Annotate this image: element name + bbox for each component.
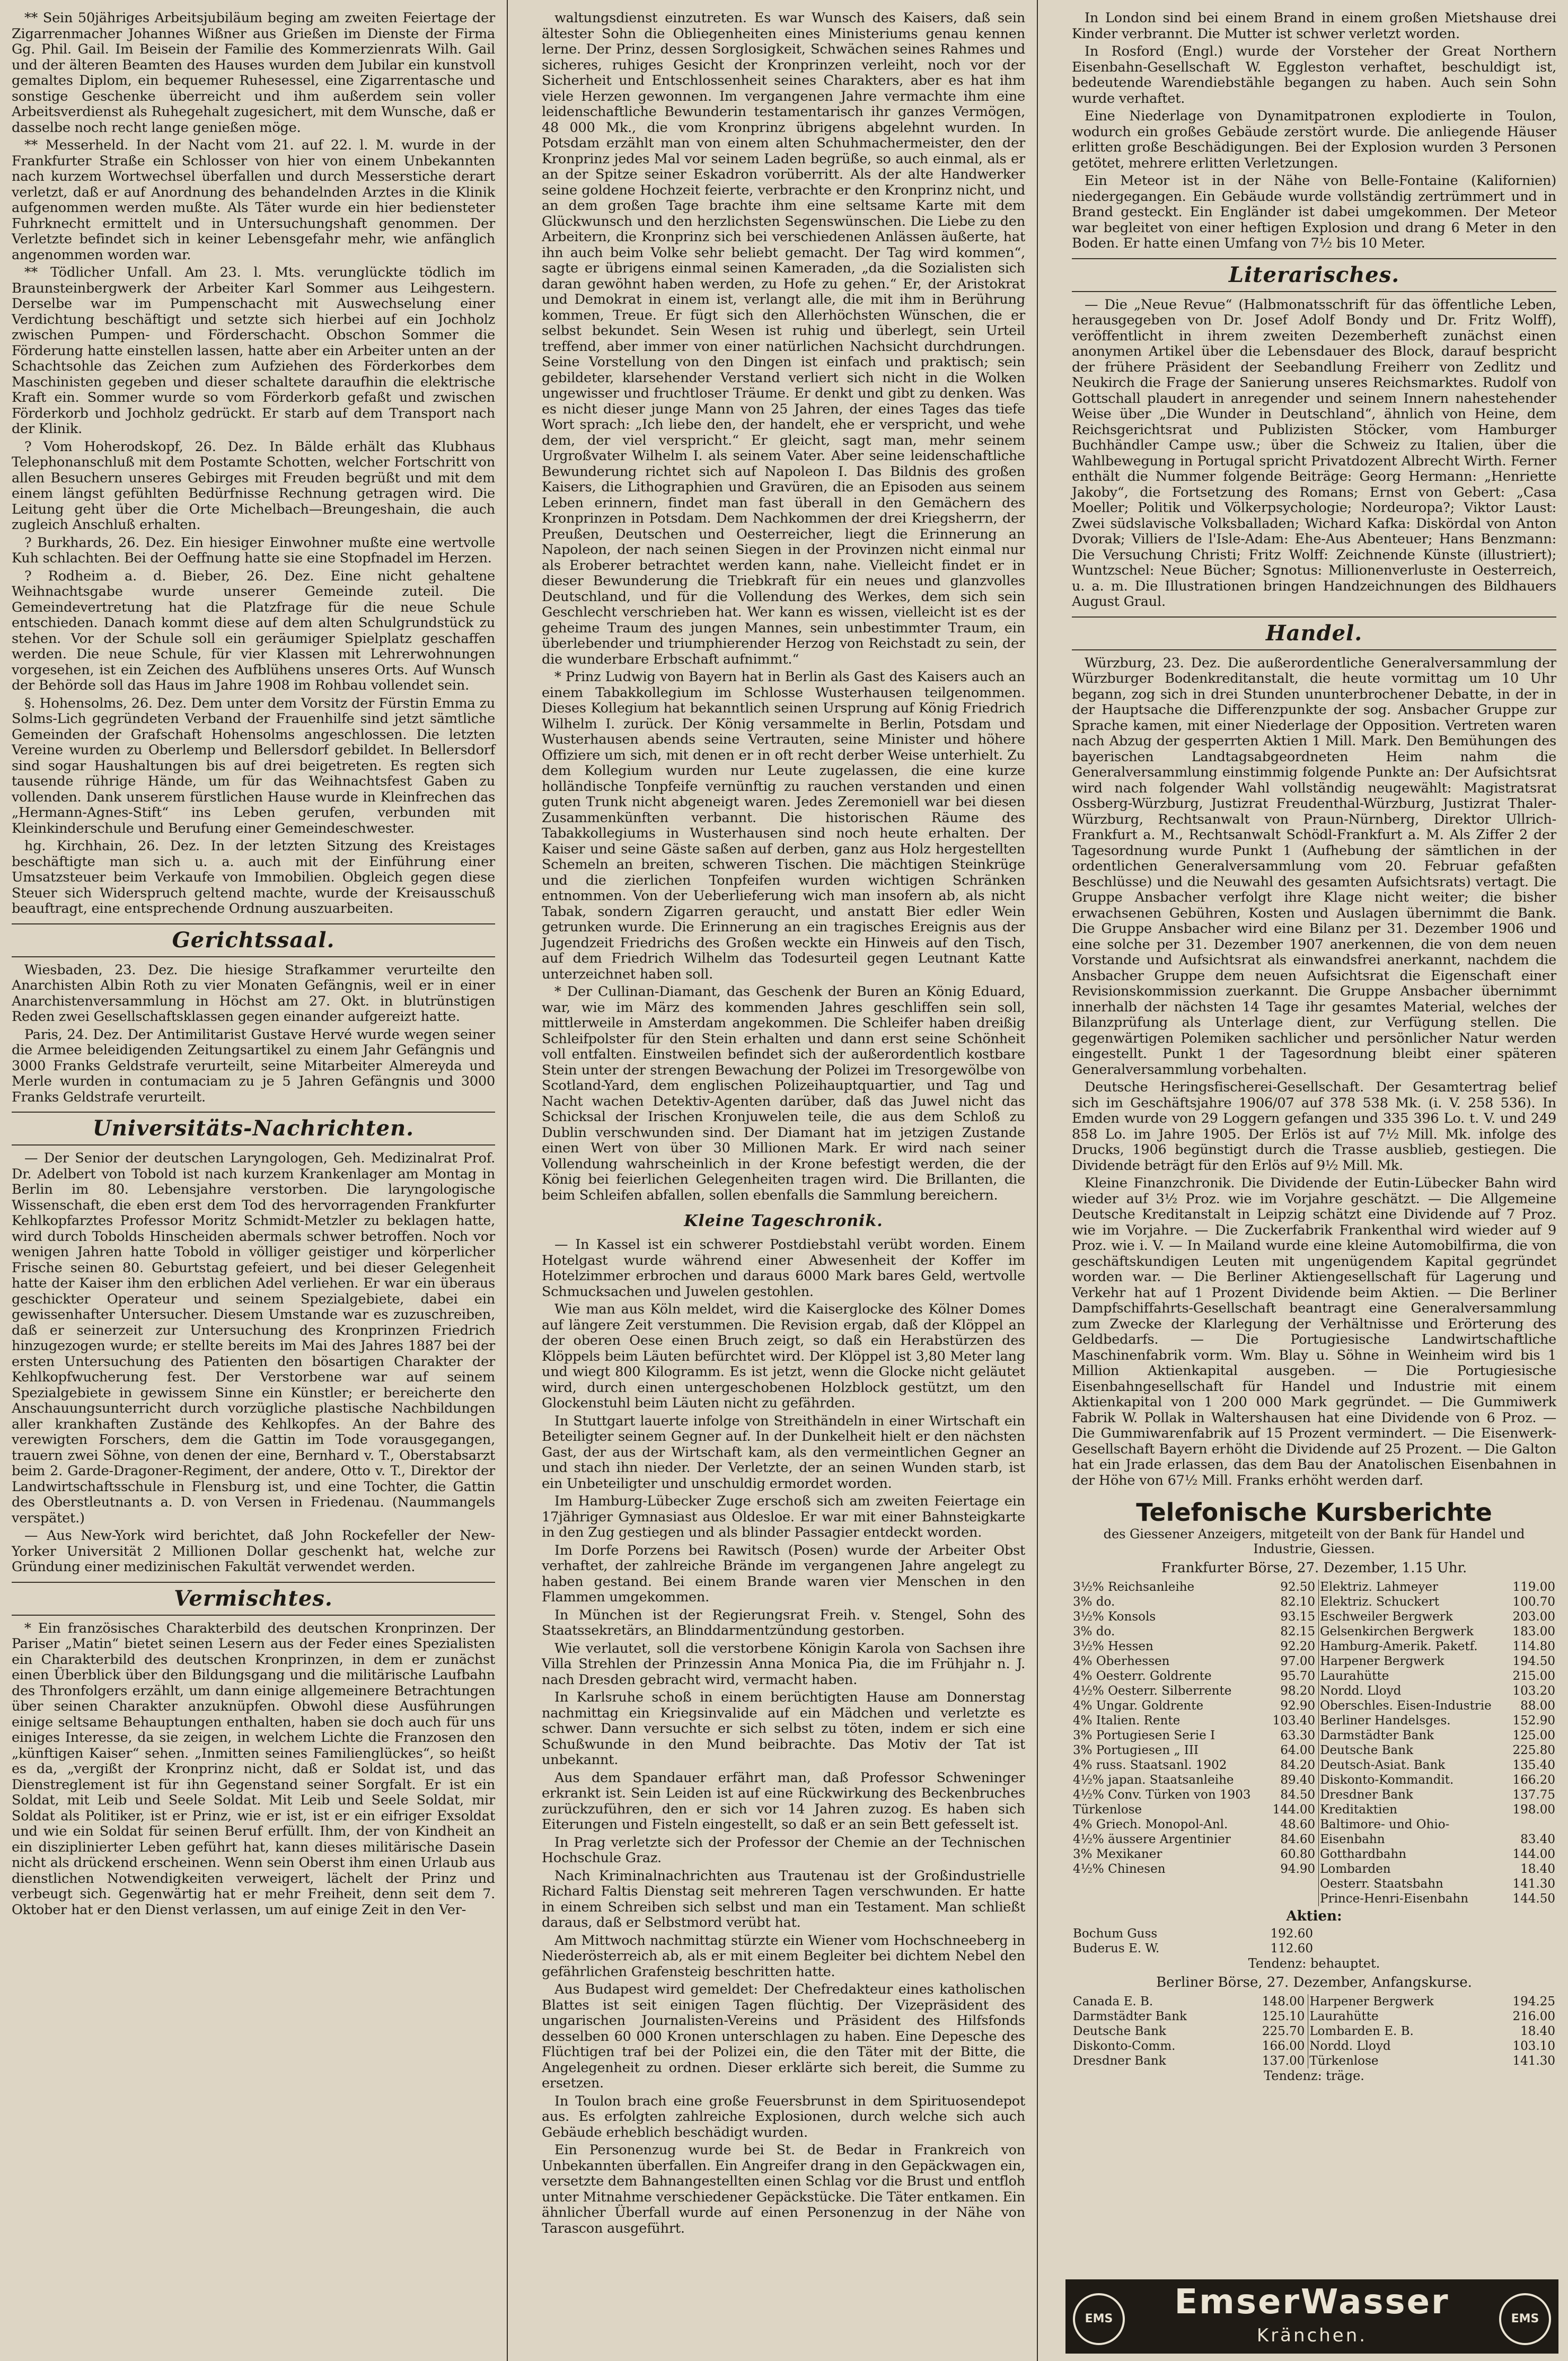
kurs-row: [1072, 2039, 1556, 2054]
security-name: Dresdner Bank: [1073, 2054, 1166, 2068]
security-price: 95.70: [1267, 1669, 1319, 1684]
security-name: Deutsche Bank: [1073, 2024, 1166, 2038]
security-name: 4½% äussere Argentinier: [1073, 1833, 1231, 1846]
article-paragraph: waltungsdienst einzutreten. Es war Wunsch des Kaisers, daß sein ältester Sohn die Obliegenheiten eines Ministeriums genau kennen lerne. Der Prinz, dessen Sorglosigkeit, Schwächen seines Rahmes und sicheres, ruhiges Gesicht der Kronprinzen verleiht, noch vor der Sicherheit und Entschlossenheit seines Charakters, aber es hat ihm viele Herzen gewonnen. Im vergangenen Jahre vermachte ihm eine leidenschaftliche Bewunderin testamentarisch ihr ganzes Vermögen, 48 000 Mk., die vom Kronprinz übrigens abgelehnt wurden. In Potsdam erzählt man von einem alten Schuhmachermeister, den der Kronprinz jedes Mal vor seinem Laden begrüße, so auch einmal, als er an der Spitze seiner Eskadron vorüberritt. Als der alte Handwerker seine goldene Hochzeit feierte, verbrachte er den Kronprinz nicht, und an dem großen Tage brachte ihm eine seltsame Karte mit dem Glückwunsch und den herzlichsten Segenswünschen. Die Liebe zu den Arbeitern, die Kronprinz sich bei verschiedenen Anlässen äußerte, hat ihn auch beim Volke sehr beliebt gemacht. Der Tag wird kommen“, sagte er übrigens einmal seinen Kameraden, „da die Sozialisten sich daran gewöhnt haben werden, zu Hofe zu gehen.“ Er, der Aristokrat und Demokrat in einem ist, verlangt alle, die mit ihm in Berührung kommen, Treue. Er fügt sich den Allerhöchsten Wünschen, die er selbst bekundet. Sein Wesen ist ruhig und überlegt, sein Urteil treffend, aber immer von einer natürlichen Nachsicht durchdrungen. Seine Vorstellung von den Dingen ist einfach und praktisch; sein gebildeter, klarsehender Verstand verliert sich nicht in die Wolken ungewisser und fruchtloser Träume. Er denkt und gibt zu denken. Was es nicht dieser junge Mann von 25 Jahren, der eines Tages das tiefe Wort sprach: „Ich liebe den, der handelt, ehe er verspricht, und wehe dem, der viel verspricht.“ Er gleicht, sagt man, mehr seinem Urgroßvater Wilhelm I. als seinem Vater. Aber seine leidenschaftliche Bewunderung richtet sich auf Napoleon I. Das Bildnis des großen Kaisers, die Lithographien und Gravüren, die an Episoden aus seinem Leben erinnern, findet man fast überall in den Gemächern des Kronprinzen in Potsdam. Dem Nachkommen der drei Kriegsherrn, der Preußen, Deutschen und Oesterreicher, liegt die Erinnerung an Napoleon, der nach seinen Siegen in der Provinzen nicht einmal nur als Eroberer betrachtet werden kann, nahe. Vielleicht findet er in dieser Bewunderung die Triebkraft für ein neues und glanzvolles Deutschland, und für die Vollendung des Werkes, dem sich sein Geschlecht verschrieben hat. Wer kann es wissen, vielleicht ist es der geheime Traum des jungen Mannes, sein unbestimmter Traum, ein überlebender und triumphierender Herzog von Reichstadt zu sein, der die wunderbare Erbschaft aufnimmt.“: [542, 10, 1025, 667]
news-item: In London sind bei einem Brand in einem großen Mietshause drei Kinder verbrannt. Die Mutter ist schwer verletzt worden.: [1072, 10, 1556, 42]
security-name: 4% Italien. Rente: [1073, 1714, 1181, 1728]
security-name: 3% do.: [1073, 1595, 1115, 1609]
security-name: Bochum Guss: [1073, 1927, 1158, 1941]
security-price: 225.80: [1512, 1743, 1555, 1757]
kurs-row: [1072, 1773, 1556, 1787]
security-price: 137.75: [1512, 1788, 1555, 1802]
kurs-row: [1072, 1847, 1556, 1862]
miscellany-item: * Ein französisches Charakterbild des deutschen Kronprinzen. Der Pariser „Matin“ bietet seinen Lesern aus der Feder eines Spezialisten ein Charakterbild des deutschen Kronprinzen, in dem er zunächst einen Überblick über den Bildungsgang und die militärische Laufbahn des Thronfolgers erzählt, um dann einige allgemeinere Betrachtungen über seinen Charakter anzuknüpfen. Obwohl diese Ausführungen einige seltsame Behauptungen enthalten, haben sie doch auch für uns einiges Interesse, da sie zeigen, in welchem Lichte die Franzosen den „künftigen Kaiser“ sehen. „Inmitten seines Familienglückes“, so heißt es da, „vergißt der Kronprinz nicht, daß er Soldat ist, und das Dienstreglement ist für ihn Gegenstand seiner Sorgfalt. Er ist ein Soldat, mit Leib und Seele Soldat. Mit Leib und Seele Soldat, mir Soldat als Politiker, ist er Prinz, wie er ist, ist er ein eifriger Exsoldat und wie ein Soldat für seinen Beruf erfüllt. Ihm, der von Kindheit an ein disziplinierter Leben geführt hat, kann dieses militärische Dasein nicht als drückend erscheinen. Wenn sein Oberst ihm einen Urlaub aus dienstlichen Notwendigkeiten verweigert, lächelt der Prinz und verbeugt sich. Gegenwärtig hat er mehr Freiheit, denn seit dem 7. Oktober hat er den Dienst verlassen, um auf einige Zeit in den Ver-: [12, 1620, 495, 1918]
ems-seal-left: EMS: [1073, 2293, 1125, 2345]
handel-section: [1072, 656, 1556, 1489]
security-name: Eisenbahn: [1320, 1833, 1385, 1846]
security-price: 141.30: [1512, 2054, 1555, 2068]
security-name: Gotthardbahn: [1320, 1847, 1407, 1861]
security-price: 194.25: [1512, 1995, 1555, 2008]
emser-wasser-advertisement: [1065, 2279, 1558, 2354]
article-paragraph: In München ist der Regierungsrat Freih. v. Stengel, Sohn des Staatssekretärs, an Blinddarmentzündung gestorben.: [542, 1607, 1025, 1638]
kurs-row: [1072, 1891, 1556, 1906]
security-name: Lombarden E. B.: [1309, 2024, 1414, 2038]
literary-review: — Die „Neue Revue“ (Halbmonatsschrift für das öffentliche Leben, herausgegeben von Dr. Josef Adolf Bondy und Dr. Fritz Wolff), veröffentlicht in ihrem zweiten Dezemberheft zunächst einen anonymen Artikel über die Lebensdauer des Block, darauf bespricht der frühere Präsident der Seebandlung Freiherr von Zedlitz und Neukirch die Frage der Sanierung unseres Reichsmarktes. Rudolf von Gottschall plaudert in anregender und seinem Innern nahestehender Weise über „Die Wunder in Deutschland“, ähnlich von Heine, dem Reichsgerichtsrat und Publizisten Stöcker, vom Hamburger Buchhändler Campe usw.; über die Schweiz zu Italien, über die Wahlbewegung in Portugal spricht Privatdozent Albrecht Wirth. Ferner enthält die Nummer folgende Beiträge: Georg Hermann: „Henriette Jakoby“, die Fortsetzung des Romans; Ernst von Gebert: „Casa Moeller; Politik und Völkerpsychologie; Nordeuropa?; Viktor Laust: Zwei südslavische Volksballaden; Wichard Kafka: Diskördal von Anton Dvorak; Villiers de l'Isle-Adam: Ehe-Aus Abenteuer; Hans Benzmann: Die Versuchung Christi; Fritz Wolff: Zeichnende Künste (illustriert); Wuntzschel: Neue Bücher; Sgnotus: Millionenverluste in Oesterreich, u. a. m. Die Illustrationen bringen Handzeichnungen des Bildhauers August Graul.: [1072, 296, 1556, 610]
security-name: Prince-Henri-Eisenbahn: [1320, 1892, 1469, 1906]
column-3-news: [1072, 11, 1556, 252]
heading-kleine-tageschronik: Kleine Tageschronik.: [684, 1212, 883, 1230]
kurs-row: [1072, 1669, 1556, 1684]
kurs-row: [1072, 1941, 1314, 1956]
kurs-row: [1072, 1698, 1556, 1713]
security-name: Elektriz. Schuckert: [1320, 1595, 1440, 1609]
article-paragraph: In Prag verletzte sich der Professor der Chemie an der Technischen Hochschule Graz.: [542, 1834, 1025, 1866]
news-item: §. Hohensolms, 26. Dez. Dem unter dem Vorsitz der Fürstin Emma zu Solms-Lich gegründeten Verband der Frauenhilfe sind jetzt sämtliche Gemeinden der Grafschaft Hohensolms angeschlossen. Die letzten Vereine wurden zu Oberlemp und Bellersdorf gebildet. In Bellersdorf sind sogar Haushaltungen bis auf drei beigetreten. Es regten sich tausende rührige Hände, um für das Weihnachtsfest Gaben zu vollenden. Dank unserem fürstlichen Hause wurde in Kleinfrechen das „Hermann-Agnes-Stift“ ins Leben gerufen, verbunden mit Kleinkinderschule und Berufung einer Gemeindeschwester.: [12, 695, 495, 836]
column-2-articles: [542, 11, 1025, 2236]
security-name: Türkenlose: [1073, 1803, 1142, 1817]
kursberichte-title: Telefonische Kursberichte: [1136, 1498, 1492, 1527]
security-price: 98.20: [1267, 1684, 1319, 1698]
kurs-row: [1072, 1609, 1556, 1624]
article-paragraph: In Toulon brach eine große Feuersbrunst in dem Spirituosendepot aus. Es erfolgten zahlreiche Explosionen, durch welche sich auch Gebäude erheblich beschädigt wurden.: [542, 2093, 1025, 2140]
kurs-row: [1072, 1832, 1556, 1847]
security-price: 112.60: [1270, 1942, 1313, 1955]
security-name: 4% Oberhessen: [1073, 1654, 1170, 1668]
news-item: ** Tödlicher Unfall. Am 23. l. Mts. verunglückte tödlich im Braunsteinbergwerk der Arbeiter Karl Sommer aus Leihgestern. Derselbe war im Pumpenschacht mit Auswechselung einer Verdichtung beschäftigt und setzte sich hierbei auf ein Jochholz zwischen Pumpen- und Förderschacht. Obschon Sommer die Förderung hatte einstellen lassen, hatte aber ein Arbeiter unten an der Schachtsohle das Zeichen zum Aufziehen des Förderkorbes dem Maschinisten gegeben und dieser schaltete daraufhin die elektrische Kraft ein. Sommer wurde so vom Förderkorb gefaßt und zwischen Förderkorb und Jochholz gedrückt. Er starb auf dem Transport nach der Klinik.: [12, 265, 495, 437]
security-name: Darmstädter Bank: [1073, 2010, 1187, 2023]
security-name: Deutsch-Asiat. Bank: [1320, 1758, 1446, 1772]
security-price: 125.10: [1240, 2009, 1308, 2024]
berlin-boerse-heading: Berliner Börse, 27. Dezember, Anfangskurse.: [1156, 1975, 1472, 1990]
article-paragraph: Im Hamburg-Lübecker Zuge erschoß sich am zweiten Feiertage ein 17jähriger Gymnasiast aus Oldesloe. Er war mit einer Bahnsteigkarte in den Zug gestiegen und als blinder Passagier entdeckt worden.: [542, 1493, 1025, 1540]
security-price: 103.20: [1512, 1684, 1555, 1698]
security-price: 92.90: [1267, 1698, 1319, 1713]
security-name: Hamburg-Amerik. Paketf.: [1320, 1640, 1478, 1653]
heading-literarisches: Literarisches.: [1072, 258, 1556, 292]
security-name: 3% do.: [1073, 1625, 1115, 1638]
university-news-item: — Aus New-York wird berichtet, daß John Rockefeller der New-Yorker Universität 2 Millionen Dollar geschenkt hat, welche zur Gründung einer medizinischen Fakultät verwendet werden.: [12, 1528, 495, 1575]
security-name: Harpener Bergwerk: [1309, 1995, 1434, 2008]
frankfurt-kurs-table: [1072, 1580, 1556, 1906]
security-price: 84.60: [1267, 1832, 1319, 1847]
security-price: 152.90: [1512, 1714, 1555, 1728]
security-name: Kreditaktien: [1320, 1803, 1397, 1817]
security-price: 18.40: [1520, 1862, 1555, 1876]
news-item: In Rosford (Engl.) wurde der Vorsteher der Great Northern Eisenbahn-Gesellschaft W. Eggleston verhaftet, beschuldigt ist, bedeutende Warendiebstähle begangen zu haben. Auch sein Sohn wurde verhaftet.: [1072, 43, 1556, 107]
security-price: 82.10: [1267, 1594, 1319, 1609]
security-price: 137.00: [1240, 2054, 1308, 2068]
kurs-row: [1072, 1817, 1556, 1832]
news-item: Ein Meteor ist in der Nähe von Belle-Fontaine (Kalifornien) niedergegangen. Ein Gebäude wurde vollständig zertrümmert und in Brand gesteckt. Ein Engländer ist dabei umgekommen. Der Meteor war begleitet von einer heftigen Explosion und drang 6 Meter in den Boden. Er hatte einen Umfang von 7½ bis 10 Meter.: [1072, 173, 1556, 251]
kurs-row: [1072, 2054, 1556, 2068]
kurs-row: [1072, 1728, 1556, 1743]
security-price: 88.00: [1520, 1699, 1555, 1713]
security-price: 103.40: [1267, 1713, 1319, 1728]
security-name: 3% Mexikaner: [1073, 1847, 1162, 1861]
article-paragraph: Nach Kriminalnachrichten aus Trautenau ist der Großindustrielle Richard Faltis Dienstag seit mehreren Tagen verschwunden. Er hatte in einem Schreiben sich selbst und man ein Testament. Man schließt daraus, daß er Selbstmord verübt hat.: [542, 1867, 1025, 1931]
security-price: 18.40: [1520, 2024, 1555, 2038]
kurs-row: [1072, 1684, 1556, 1698]
article-paragraph: * Der Cullinan-Diamant, das Geschenk der Buren an König Eduard, war, wie im März des kommenden Jahres geschliffen sein soll, mittlerweile in Amsterdam angekommen. Die Schleifer haben dreißig Schleifpolster für den Stein erhalten und dann erst seine Schönheit voll entfalten. Einstweilen befindet sich der außerordentlich kostbare Stein unter der strengen Bewachung der Polizei im Tresorgewölbe von Scotland-Yard, dem englischen Polizeihauptquartier, und Tag und Nacht wachen Detektiv-Agenten darüber, daß das Juwel nicht das Schicksal der Irischen Kronjuwelen teile, die aus dem Schloß zu Dublin verschwunden sind. Der Diamant hat im jetzigen Zustande einen Wert von über 30 Millionen Mark. Er wird nach seiner Vollendung wahrscheinlich in der Krone befestigt werden, die der König bei feierlichen Gelegenheiten tragen wird. Die Brillanten, die beim Schleifen abfallen, sollen ebenfalls die Sammlung bereichern.: [542, 984, 1025, 1203]
security-name: Gelsenkirchen Bergwerk: [1320, 1625, 1474, 1638]
news-item: ? Burkhards, 26. Dez. Ein hiesiger Einwohner mußte eine wertvolle Kuh schlachten. Bei der Oeffnung hatte sie eine Stopfnadel im Herzen.: [12, 534, 495, 566]
security-price: 97.00: [1267, 1654, 1319, 1669]
security-name: 3½% Konsols: [1073, 1610, 1156, 1624]
kurs-row: [1072, 1758, 1556, 1773]
security-price: 89.40: [1267, 1773, 1319, 1787]
security-name: Buderus E. W.: [1073, 1942, 1160, 1955]
security-price: 166.20: [1512, 1773, 1555, 1787]
security-name: Diskonto-Kommandit.: [1320, 1773, 1454, 1787]
security-name: 4½% Chinesen: [1073, 1862, 1166, 1876]
security-price: 166.00: [1240, 2039, 1308, 2054]
security-name: 3% Portugiesen Serie I: [1073, 1729, 1215, 1742]
security-price: 198.00: [1512, 1803, 1555, 1817]
tendenz-berlin: Tendenz: träge.: [1264, 2068, 1364, 2083]
kurs-row: [1072, 1862, 1556, 1877]
security-name: 3½% Reichsanleihe: [1073, 1580, 1195, 1594]
security-name: [1072, 1877, 1267, 1891]
security-name: Diskonto-Comm.: [1073, 2039, 1176, 2053]
article-paragraph: In Stuttgart lauerte infolge von Streithändeln in einer Wirtschaft ein Beteiligter seinem Gegner auf. In der Dunkelheit hielt er den nächsten Gast, der aus der Wirtschaft kam, als den vermeintlichen Gegner an und stach ihn nieder. Der Verletzte, der an seinen Wunden starb, ist ein Unbeteiligter und unschuldig ermordet worden.: [542, 1413, 1025, 1492]
security-name: 4½% Conv. Türken von 1903: [1073, 1788, 1251, 1802]
kursberichte-subtitle: des Giessener Anzeigers, mitgeteilt von der Bank für Handel und Industrie, Giessen.: [1103, 1527, 1525, 1556]
security-name: Oesterr. Staatsbahn: [1320, 1877, 1443, 1891]
article-paragraph: Am Mittwoch nachmittag stürzte ein Wiener vom Hochschneeberg in Niederösterreich ab, als er mit einem Begleiter bei dichtem Nebel den gefährlichen Grafensteig beschritten hatte.: [542, 1932, 1025, 1980]
security-price: 125.00: [1512, 1729, 1555, 1742]
security-name: 3% Portugiesen „ III: [1073, 1743, 1199, 1757]
security-price: [1267, 1891, 1319, 1906]
security-name: Harpener Bergwerk: [1320, 1654, 1444, 1668]
kursberichte: [1072, 1498, 1556, 2083]
security-name: Türkenlose: [1309, 2054, 1379, 2068]
security-name: Baltimore- und Ohio-: [1320, 1818, 1450, 1831]
security-name: Laurahütte: [1320, 1669, 1389, 1683]
security-price: 93.15: [1267, 1609, 1319, 1624]
security-price: 225.70: [1240, 2024, 1308, 2039]
security-price: 60.80: [1267, 1847, 1319, 1862]
heading-gerichtssaal: Gerichtssaal.: [12, 923, 495, 957]
kurs-row: [1072, 2024, 1556, 2039]
security-price: 148.00: [1240, 1994, 1308, 2009]
kurs-row: [1072, 2009, 1556, 2024]
security-price: 216.00: [1512, 2010, 1555, 2023]
security-price: 194.50: [1512, 1654, 1555, 1668]
article-paragraph: Wie verlautet, soll die verstorbene Königin Karola von Sachsen ihre Villa Strehlen der Prinzessin Anna Monica Pia, die im Frühjahr n. J. nach Dresden gebracht wird, vermacht haben.: [542, 1640, 1025, 1688]
security-price: 92.50: [1267, 1580, 1319, 1594]
security-name: Deutsche Bank: [1320, 1743, 1414, 1757]
security-name: 4% Ungar. Goldrente: [1073, 1699, 1204, 1713]
security-price: 114.80: [1512, 1640, 1555, 1653]
security-price: 84.20: [1267, 1758, 1319, 1773]
literarisches-section: [1072, 297, 1556, 610]
security-name: Darmstädter Bank: [1320, 1729, 1434, 1742]
security-price: 119.00: [1512, 1580, 1555, 1594]
security-price: 92.20: [1267, 1639, 1319, 1654]
kurs-row: [1072, 1639, 1556, 1654]
kurs-row: [1072, 1594, 1556, 1609]
security-name: 4% russ. Staatsanl. 1902: [1073, 1758, 1227, 1772]
security-price: 203.00: [1512, 1610, 1555, 1624]
security-name: Oberschles. Eisen-Industrie: [1320, 1699, 1492, 1713]
trade-report: Würzburg, 23. Dez. Die außerordentliche Generalversammlung der Würzburger Bodenkreditanstalt, die heute vormittag um 10 Uhr begann, zog sich in drei Stunden ununterbrochener Debatte, in der in der Hauptsache die Differenzpunkte der sog. Ansbacher Gruppe zur Sprache kamen, mit einer Niederlage der Opposition. Vertreten waren nach Abzug der gesperrten Aktien 1 Mill. Mark. Den Bemühungen des bayerischen Landtagsabgeordneten Heim nahm die Generalversammlung einstimmig folgende Punkte an: Der Aufsichtsrat wird nach folgender Wahl vollständig neugewählt: Magistratsrat Ossberg-Würzburg, Justizrat Freudenthal-Würzburg, Justizrat Thaler-Würzburg, Rechtsanwalt von Praun-Nürnberg, Direktor Ullrich-Frankfurt a. M., Rechtsanwalt Schödl-Frankfurt a. M. Als Ziffer 2 der Tagesordnung wurde Punkt 1 (Aufhebung der sämtlichen in der ordentlichen Generalversammlung vom 20. Februar gefaßten Beschlüsse) und die Neuwahl des gesamten Aufsichtsrats) vertagt. Die Gruppe Ansbacher verfolgt ihre Klage nicht weiter; die bisher erwachsenen Gebühren, Kosten und Auslagen übernimmt die Bank. Die Gruppe Ansbacher wird eine Bilanz per 31. Dezember 1906 und eine solche per 31. Dezember 1907 anerkennen, die von dem neuen Vorstande und Aufsichtsrat als einwandsfrei anerkannt, nachdem die Ansbacher Gruppe dem neuen Aufsichtsrat die Eigenschaft einer Revisionskommission zuerkannt. Die Gruppe Ansbacher übernimmt innerhalb der nächsten 14 Tage ihr gesamtes Material, welches der Bilanzprüfung als Unterlage dient, zur Verfügung stellen. Die gegenwärtigen Polemiken sachlicher und persönlicher Natur werden eingestellt. Punkt 1 der Tagesordnung bleibt einer späteren Generalversammlung vorbehalten.: [1072, 655, 1556, 1078]
security-name: Berliner Handelsges.: [1320, 1714, 1451, 1728]
security-name: Nordd. Lloyd: [1320, 1684, 1402, 1698]
security-name: Dresdner Bank: [1320, 1788, 1413, 1802]
column-1: [0, 0, 508, 2361]
security-price: 183.00: [1512, 1625, 1555, 1638]
security-name: 4% Oesterr. Goldrente: [1073, 1669, 1212, 1683]
security-name: 4½% Oesterr. Silberrente: [1073, 1684, 1232, 1698]
ad-subtitle: Kränchen.: [1256, 2325, 1368, 2346]
aktien-heading: Aktien:: [1286, 1908, 1342, 1924]
news-item: hg. Kirchhain, 26. Dez. In der letzten Sitzung des Kreistages beschäftigte man sich u. a. auch mit der Einführung einer Umsatzsteuer beim Verkaufe von Immobilien. Obgleich gegen diese Steuer sich Widerspruch geltend machte, wurde der Kreisausschuß beauftragt, eine entsprechende Ordnung auszuarbeiten.: [12, 838, 495, 917]
security-price: 63.30: [1267, 1728, 1319, 1743]
vermischtes-section: [12, 1621, 495, 1918]
heading-handel: Handel.: [1072, 616, 1556, 650]
security-price: 94.90: [1267, 1862, 1319, 1877]
kurs-row: [1072, 1926, 1314, 1941]
security-name: Nordd. Lloyd: [1309, 2039, 1391, 2053]
frankfurt-boerse-heading: Frankfurter Börse, 27. Dezember, 1.15 Uhr.: [1161, 1560, 1467, 1576]
security-name: [1072, 1891, 1267, 1906]
article-paragraph: * Prinz Ludwig von Bayern hat in Berlin als Gast des Kaisers auch an einem Tabakkollegium im Schlosse Wusterhausen teilgenommen. Dieses Kollegium hat bekanntlich seinen Ursprung auf König Friedrich Wilhelm I. zurück. Der König versammelte in Berlin, Potsdam und Wusterhausen abends seine Vertrauten, seine Minister und höhere Offiziere um sich, mit denen er in oft recht derber Weise unterhielt. Zu dem Kollegium wurden nur Leute zugelassen, die eine kurze holländische Tonpfeife vernünftig zu rauchen verstanden und einen guten Trunk nicht abgeneigt waren. Jedes Zeremoniell war bei diesen Zusammenkünften verbannt. Die historischen Räume des Tabakkollegiums in Wusterhausen sind noch heute erhalten. Der Kaiser und seine Gäste saßen auf derben, ganz aus Holz hergestellten Schemeln an breiten, schweren Tischen. Die mächtigen Steinkrüge und die zierlichen Tonpfeifen wurden wichtigen Schränken entnommen. Von der Ueberlieferung wich man insofern ab, als nicht Tabak, sondern Zigarren geraucht, und anstatt Bier edler Wein getrunken wurde. Die Erinnerung an ein tragisches Ereignis aus der Jugendzeit Friedrichs des Großen weckte ein Hinweis auf den Tisch, auf dem Friedrich Wilhelm das Todesurteil gegen Leutnant Katte unterzeichnet haben soll.: [542, 669, 1025, 982]
security-price: 144.00: [1267, 1802, 1319, 1817]
trade-report: Kleine Finanzchronik. Die Dividende der Eutin-Lübecker Bahn wird wieder auf 3½ Proz. wie im Vorjahre geschätzt. — Die Allgemeine Deutsche Kreditanstalt in Leipzig schätzt eine Dividende auf 7 Proz. wie im Vorjahre. — Die Zuckerfabrik Frankenthal wird wieder auf 9 Proz. wie i. V. — In Mailand wurde eine kleine Automobilfirma, die von geschäftskundigen Leuten mit ungenügendem Kapital gegründet worden war. — Die Berliner Aktiengesellschaft für Lagerung und Verkehr hat auf 1 Prozent Dividende beim Aktien. — Die Berliner Dampfschiffahrts-Gesellschaft beantragt eine Generalversammlung zum Zwecke der Klarlegung der Verhältnisse und Erörterung des Geldbedarfs. — Die Portugiesische Landwirtschaftliche Maschinenfabrik vorm. Wm. Blay u. Söhne in Weinheim wird bis 1 Million Aktienkapital ausgeben. — Die Portugiesische Eisenbahngesellschaft für Handel und Industrie mit einem Aktienkapital von 1 200 000 Mark gegründet. — Die Gummiwerk Fabrik W. Pollak in Waltershausen hat eine Dividende von 6 Proz. — Die Gummiwarenfabrik auf 15 Prozent vermindert. — Die Eisenwerk-Gesellschaft Bayern erhöht die Dividende auf 25 Prozent. — Die Galton hat ein Jrade erlassen, das dem Bau der Anatolischen Eisenbahnen in der Höhe von 67½ Mill. Franks erhöht werden darf.: [1072, 1175, 1556, 1488]
security-name: Canada E. B.: [1073, 1995, 1153, 2008]
article-paragraph: Im Dorfe Porzens bei Rawitsch (Posen) wurde der Arbeiter Obst verhaftet, der zahlreiche Brände im vergangenen Jahre angelegt zu haben gestand. Bei einem Brande waren vier Menschen in den Flammen umgekommen.: [542, 1542, 1025, 1605]
kurs-row: [1072, 1787, 1556, 1802]
kurs-row: [1072, 1654, 1556, 1669]
article-paragraph: Wie man aus Köln meldet, wird die Kaiserglocke des Kölner Domes auf längere Zeit verstummen. Die Revision ergab, daß der Klöppel an der oberen Oese einen Bruch zeigt, so daß ein Herabstürzen des Klöppels beim Läuten befürchtet wird. Der Klöppel ist 3,80 Meter lang und wiegt 800 Kilogramm. Es ist jetzt, wenn die Glocke nicht geläutet wird, durch einen untergeschobenen Holzblock gestützt, um den Glockenstuhl beim Läuten nicht zu gefährden.: [542, 1301, 1025, 1411]
column-3: [1060, 0, 1568, 2361]
security-name: Laurahütte: [1309, 2010, 1379, 2023]
security-name: Elektriz. Lahmeyer: [1320, 1580, 1438, 1594]
security-price: 135.40: [1512, 1758, 1555, 1772]
article-paragraph: Ein Personenzug wurde bei St. de Bedar in Frankreich von Unbekannten überfallen. Ein Angreifer drang in den Gepäckwagen ein, versetzte dem Bahnangestellten einen Schlag vor die Brust und entfloh unter Mitnahme verschiedener Gepäckstücke. Die Täter entkamen. Ein ähnlicher Überfall wurde auf einen Personenzug in der Nähe von Tarascon ausgeführt.: [542, 2142, 1025, 2236]
news-item: Eine Niederlage von Dynamitpatronen explodierte in Toulon, wodurch ein großes Gebäude zerstört wurde. Die anliegende Häuser erlitten große Beschädigungen. Bei der Explosion wurden 3 Personen getötet, mehrere erlitten Verletzungen.: [1072, 108, 1556, 171]
security-price: 103.10: [1512, 2039, 1555, 2053]
column-1-local-news: [12, 11, 495, 917]
security-price: 141.30: [1512, 1877, 1555, 1891]
article-paragraph: In Karlsruhe schoß in einem berüchtigten Hause am Donnerstag nachmittag ein Kriegsinvalide auf ein Mädchen und verletzte es schwer. Dann versuchte er sich selbst zu töten, indem er sich eine Schußwunde in den Mund beibrachte. Das Motiv der Tat ist unbekannt.: [542, 1689, 1025, 1768]
news-item: ** Sein 50jähriges Arbeitsjubiläum beging am zweiten Feiertage der Zigarrenmacher Johannes Wißner aus Grießen im Dienste der Firma Gg. Phil. Gail. Im Beisein der Familie des Kommerzienrats Wilh. Gail und der älteren Beamten des Hauses wurden dem Jubilar ein kunstvoll gemaltes Diplom, ein bequemer Ruhesessel, eine Zigarrentasche und sonstige Geschenke überreicht und ihm außerdem sein voller Arbeitsverdienst als Ruhegehalt zugesichert, mit dem Wunsche, daß er dasselbe noch recht lange genießen möge.: [12, 10, 495, 136]
universitaets-section: [12, 1151, 495, 1575]
ad-brand-name: EmserWasser: [1174, 2283, 1450, 2322]
kurs-row: [1072, 1877, 1556, 1891]
news-item: ** Messerheld. In der Nacht vom 21. auf 22. l. M. wurde in der Frankfurter Straße ein Schlosser von hier von einem Unbekannten nach kurzem Wortwechsel überfallen und durch Messerstiche derart verletzt, daß er auf Anordnung des behandelnden Arztes in die Klinik aufgenommen werden mußte. Als Täter wurde ein hier bediensteter Fuhrknecht ermittelt und in Untersuchungshaft genommen. Der Verletzte befindet sich in keiner Lebensgefahr mehr, wie anfänglich angenommen worden war.: [12, 137, 495, 263]
ems-seal-right: EMS: [1499, 2293, 1551, 2345]
security-price: 144.50: [1512, 1892, 1555, 1906]
tendenz-frankfurt: Tendenz: behauptet.: [1248, 1956, 1380, 1971]
university-news-item: — Der Senior der deutschen Laryngologen, Geh. Medizinalrat Prof. Dr. Adelbert von Tobold ist nach kurzem Krankenlager am Montag in Berlin im 80. Lebensjahre verstorben. Die laryngologische Wissenschaft, die eben erst dem Tod des hervorragenden Frankfurter Kehlkopfarztes Professor Moritz Schmidt-Metzler zu beklagen hatte, wird durch Tobolds Hinscheiden abermals schwer betroffen. Noch vor wenigen Jahren hatte Tobold in völliger geistiger und körperlicher Frische seinen 80. Geburtstag gefeiert, und bei dieser Gelegenheit hatte der Kaiser ihm den erblichen Adel verliehen. Er war ein überaus geschickter Operateur und seinem Spezialgebiete, dabei ein gewissenhafter Untersucher. Diesem Umstande war es zuzuschreiben, daß er seinerzeit zur Untersuchung des Kronprinzen Friedrich hinzugezogen wurde; er stellte bereits im Mai des Jahres 1887 bei der ersten Untersuchung des Patienten den bösartigen Charakter der Kehlkopfwucherung fest. Der Verstorbene war auf seinem Spezialgebiete in gewissem Sinne ein Künstler; er bereicherte den Anschauungsunterricht durch vorzügliche plastische Nachbildungen aller krankhaften Zustände des Kehlkopfes. An der Bahre des verewigten Forschers, dem die Gattin im Tode vorausgegangen, trauern zwei Söhne, von denen der eine, Bernhard v. T., Oberstabsarzt beim 2. Garde-Dragoner-Regiment, der andere, Otto v. T., Direktor der Landwirtschaftsschule in Flensburg ist, und eine Tochter, die Gattin des Oberstleutnants a. D. von Versen in Friedenau. (Naummangels verspätet.): [12, 1150, 495, 1526]
article-paragraph: Aus dem Spandauer erfährt man, daß Professor Schweninger erkrankt ist. Sein Leiden ist auf eine Rückwirkung des Beckenbruches zurückzuführen, den er sich vor 14 Jahren zuzog. Es haben sich Eiterungen und Fisteln eingestellt, so daß er an sein Bett gefesselt ist.: [542, 1769, 1025, 1833]
security-name: Eschweiler Bergwerk: [1320, 1610, 1453, 1624]
court-report: Paris, 24. Dez. Der Antimilitarist Gustave Hervé wurde wegen seiner die Armee beleidigenden Zeitungsartikel zu einem Jahr Gefängnis und 3000 Franks Geldstrafe verurteilt, seine Mitarbeiter Almereyda und Merle wurden in contumaciam zu je 5 Jahren Gefängnis und 3000 Franks Geldstrafe verurteilt.: [12, 1026, 495, 1105]
news-item: ? Rodheim a. d. Bieber, 26. Dez. Eine nicht gehaltene Weihnachtsgabe wurde unserer Gemeinde zuteil. Die Gemeindevertretung hat die Platzfrage für die neue Schule entschieden. Danach kommt diese auf dem alten Schulgrundstück zu stehen. Vor der Schule soll ein geräumiger Spielplatz geschaffen werden. Die neue Schule, für vier Klassen mit Lehrerwohnungen vorgesehen, ist ein Zeichen des Aufblühens unseres Orts. Auf Wunsch der Behörde soll das Haus im Jahre 1908 im Rohbau vollendet sein.: [12, 568, 495, 693]
kurs-row: [1072, 1994, 1556, 2009]
heading-vermischtes: Vermischtes.: [12, 1582, 495, 1616]
security-price: 144.00: [1512, 1847, 1555, 1861]
court-report: Wiesbaden, 23. Dez. Die hiesige Strafkammer verurteilte den Anarchisten Albin Roth zu vier Monaten Gefängnis, weil er in einer Anarchistenversammlung in Höchst am 27. Okt. in blutrünstigen Reden zwei Gesellschaftsklassen gegen einander aufgereizt hatte.: [12, 962, 495, 1025]
kurs-row: [1072, 1624, 1556, 1639]
security-price: 84.50: [1267, 1787, 1319, 1802]
trade-report: Deutsche Heringsfischerei-Gesellschaft. Der Gesamtertrag belief sich im Geschäftsjahre 1906/07 auf 378 538 Mk. (i. V. 258 536). In Emden wurde von 29 Loggern gefangen und 335 396 Lo. t. V. und 249 858 Lo. im Jahre 1905. Der Erlös ist auf 7½ Mill. Mk. infolge des Drucks, 1906 begünstigt durch die Trasse ausblieb, gestiegen. Die Dividende beträgt für den Erlös auf 9½ Mill. Mk.: [1072, 1079, 1556, 1174]
kurs-row: [1072, 1580, 1556, 1594]
article-paragraph: Aus Budapest wird gemeldet: Der Chefredakteur eines katholischen Blattes ist seit einigen Tagen flüchtig. Der Vizepräsident des ungarischen Journalisten-Vereins und Präsident des Hilfsfonds desselben 60 000 Kronen unterschlagen zu haben. Eine Depesche des Flüchtigen traf bei der Polizei ein, die den Täter mit der Bitte, die Angelegenheit zu ordnen. Dieser erklärte sich bereit, die Summe zu ersetzen.: [542, 1981, 1025, 2091]
column-2: [530, 0, 1038, 2361]
kurs-row: [1072, 1802, 1556, 1817]
security-price: 215.00: [1512, 1669, 1555, 1683]
security-price: 100.70: [1512, 1595, 1555, 1609]
security-price: [1267, 1877, 1319, 1891]
security-price: 48.60: [1267, 1817, 1319, 1832]
security-name: 4% Griech. Monopol-Anl.: [1073, 1818, 1228, 1831]
gerichtssaal-section: [12, 963, 495, 1106]
security-name: 4½% japan. Staatsanleihe: [1073, 1773, 1234, 1787]
security-price: [1508, 1817, 1556, 1832]
article-paragraph: — In Kassel ist ein schwerer Postdiebstahl verübt worden. Einem Hotelgast wurde während einer Abwesenheit der Koffer im Hotelzimmer erbrochen und daraus 6000 Mark bares Geld, wertvolle Schmucksachen und Juwelen gestohlen.: [542, 1237, 1025, 1300]
berlin-kurs-table: [1072, 1994, 1556, 2068]
security-name: Lombarden: [1320, 1862, 1391, 1876]
security-price: 64.00: [1267, 1743, 1319, 1758]
kurs-row: [1072, 1713, 1556, 1728]
news-item: ? Vom Hoherodskopf, 26. Dez. In Bälde erhält das Klubhaus Telephonanschluß mit dem Postamte Schotten, welcher Fortschritt von allen Besuchern unseres Gebirges mit Freuden begrüßt und mit dem einem längst gefühlten Bedürfnisse Rechnung getragen wird. Die Leitung geht über die Orte Michelbach—Breungeshain, die auch zugleich Anschluß erhalten.: [12, 438, 495, 533]
aktien-table: [1072, 1926, 1314, 1956]
security-price: 83.40: [1520, 1833, 1555, 1846]
security-price: 82.15: [1267, 1624, 1319, 1639]
security-name: 3½% Hessen: [1073, 1640, 1153, 1653]
heading-universitaets-nachrichten: Universitäts-Nachrichten.: [12, 1112, 495, 1146]
kurs-row: [1072, 1743, 1556, 1758]
security-price: 192.60: [1270, 1927, 1313, 1941]
